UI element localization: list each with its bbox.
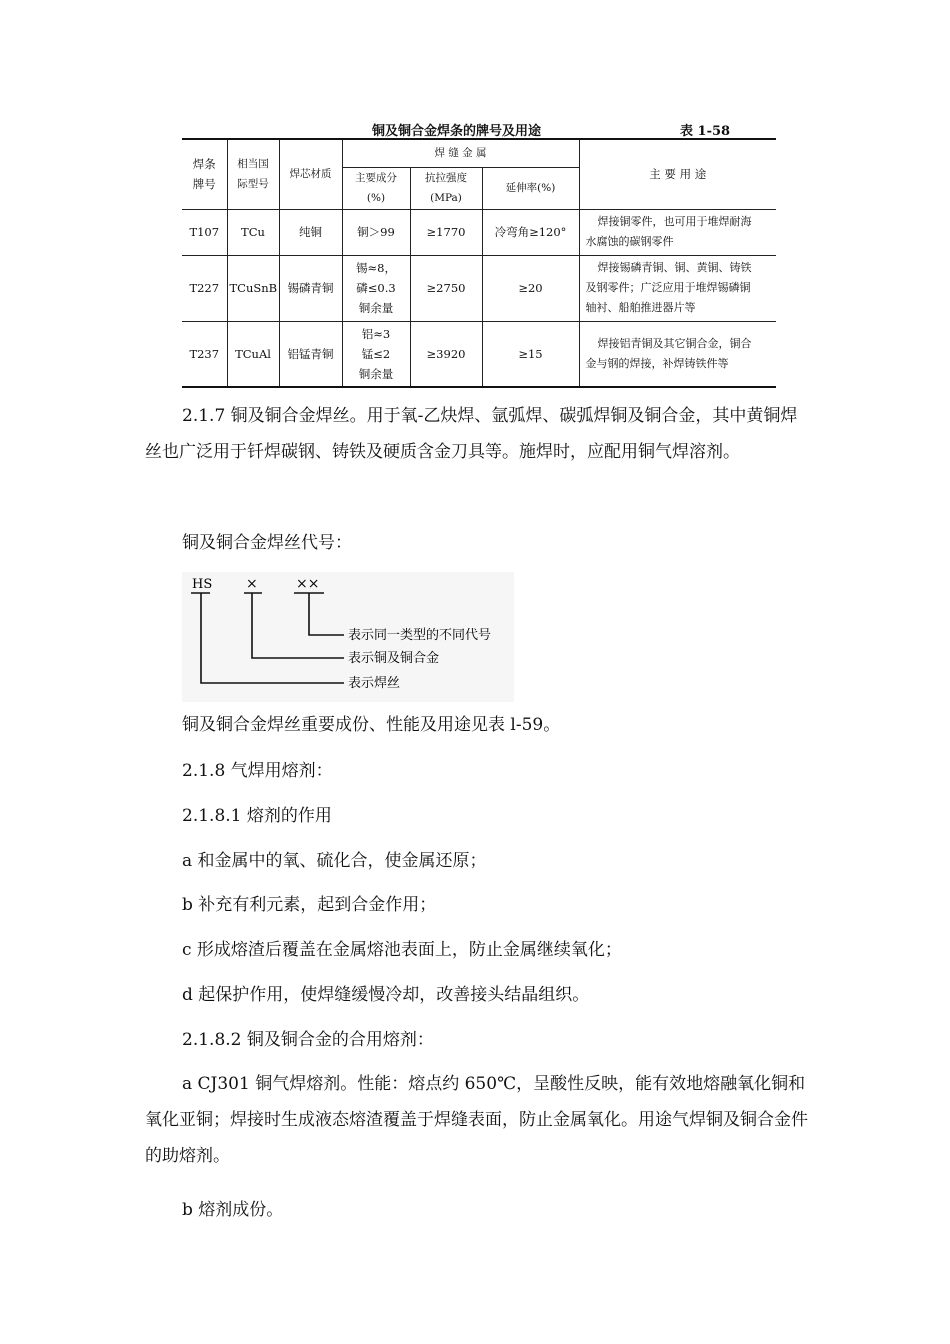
- cell-usage: 焊接铝青铜及其它铜合金，铜合 金与钢的焊接，补焊铸铁件等: [579, 321, 776, 387]
- electrode-table: [182, 138, 776, 388]
- list-item-a: a 和金属中的氧、硫化合，使金属还原；: [182, 851, 487, 871]
- header-intl: 相当国 际型号: [227, 139, 279, 209]
- cell-comp: 铝≈3 锰≤2 铜余量: [342, 321, 410, 387]
- cell-grade: T227: [182, 255, 227, 321]
- table-caption: [182, 120, 776, 140]
- code-x2: ××: [296, 576, 320, 592]
- section-2-1-8-1: 2.1.8.1 熔剂的作用: [182, 806, 332, 826]
- cell-comp: 锡≈8， 磷≤0.3 铜余量: [342, 255, 410, 321]
- label-variant: 表示同一类型的不同代号: [348, 628, 492, 643]
- code-diagram-svg: [182, 572, 514, 702]
- code-diagram: [182, 572, 514, 702]
- see-table-line: 铜及铜合金焊丝重要成份、性能及用途见表 l-59。: [182, 715, 561, 735]
- cell-usage: 焊接锡磷青铜、铜、黄铜、铸铁 及钢零件；广泛应用于堆焊锡磷铜 轴衬、船舶推进器片等: [579, 255, 776, 321]
- header-usage: 主 要 用 途: [579, 139, 776, 209]
- bracket-lines: [191, 593, 344, 683]
- label-welding-wire: 表示焊丝: [348, 676, 401, 691]
- header-elongation: 延伸率(%): [482, 167, 579, 209]
- header-weld-metal: 焊 缝 金 属: [342, 139, 579, 167]
- cell-intl: TCuSnB: [227, 255, 279, 321]
- table-number: 表 1-58: [680, 124, 731, 139]
- cell-tensile: ≥2750: [410, 255, 482, 321]
- paragraph-cj301: a CJ301 铜气焊熔剂。性能：熔点约 650℃，呈酸性反映，能有效地熔融氧化铜和氧化亚铜；焊接时生成液态熔渣覆盖于焊缝表面，防止金属氧化。用途气焊铜及铜合金件的助熔剂。: [145, 1074, 808, 1166]
- flux-composition-line: b 熔剂成份。: [182, 1200, 284, 1220]
- cell-elongation: ≥20: [482, 255, 579, 321]
- list-item-b: b 补充有利元素，起到合金作用；: [182, 895, 437, 915]
- section-2-1-8-2: 2.1.8.2 铜及铜合金的合用熔剂：: [182, 1030, 434, 1050]
- code-intro: 铜及铜合金焊丝代号：: [182, 533, 352, 553]
- table-title: 铜及铜合金焊条的牌号及用途: [372, 124, 542, 139]
- cell-elongation: 冷弯角≥120°: [482, 209, 579, 255]
- table-row: [182, 209, 776, 255]
- paragraph-2-1-7: 2.1.7 铜及铜合金焊丝。用于氧-乙炔焊、氩弧焊、碳弧焊铜及铜合金，其中黄铜焊丝也广泛用于钎焊碳钢、铸铁及硬质含金刀具等。施焊时，应配用铜气焊溶剂。: [145, 406, 798, 462]
- code-hs: HS: [192, 577, 213, 592]
- table-row: [182, 321, 776, 387]
- cell-grade: T107: [182, 209, 227, 255]
- leader-line-2: [252, 593, 344, 658]
- header-main-comp: 主要成分 (%): [342, 167, 410, 209]
- leader-line-1: [309, 593, 344, 635]
- list-item-c: c 形成熔渣后覆盖在金属熔池表面上，防止金属继续氧化；: [182, 940, 622, 960]
- label-copper-alloy: 表示铜及铜合金: [348, 651, 440, 666]
- cell-grade: T237: [182, 321, 227, 387]
- header-core: 焊芯材质: [279, 139, 342, 209]
- header-grade: 焊条 牌号: [182, 139, 227, 209]
- cell-elongation: ≥15: [482, 321, 579, 387]
- cell-comp: 铜＞99: [342, 209, 410, 255]
- table-row: [182, 255, 776, 321]
- header-tensile: 抗拉强度 (MPa): [410, 167, 482, 209]
- cell-intl: TCuAl: [227, 321, 279, 387]
- cell-tensile: ≥1770: [410, 209, 482, 255]
- leader-line-3: [201, 593, 344, 683]
- cell-core: 纯铜: [279, 209, 342, 255]
- cell-tensile: ≥3920: [410, 321, 482, 387]
- cell-intl: TCu: [227, 209, 279, 255]
- section-2-1-8: 2.1.8 气焊用熔剂：: [182, 761, 333, 781]
- cell-core: 铝锰青铜: [279, 321, 342, 387]
- code-x1: ×: [246, 576, 258, 592]
- cell-usage: 焊接铜零件，也可用于堆焊耐海 水腐蚀的碳钢零件: [579, 209, 776, 255]
- cell-core: 锡磷青铜: [279, 255, 342, 321]
- list-item-d: d 起保护作用，使焊缝缓慢冷却，改善接头结晶组织。: [182, 985, 590, 1005]
